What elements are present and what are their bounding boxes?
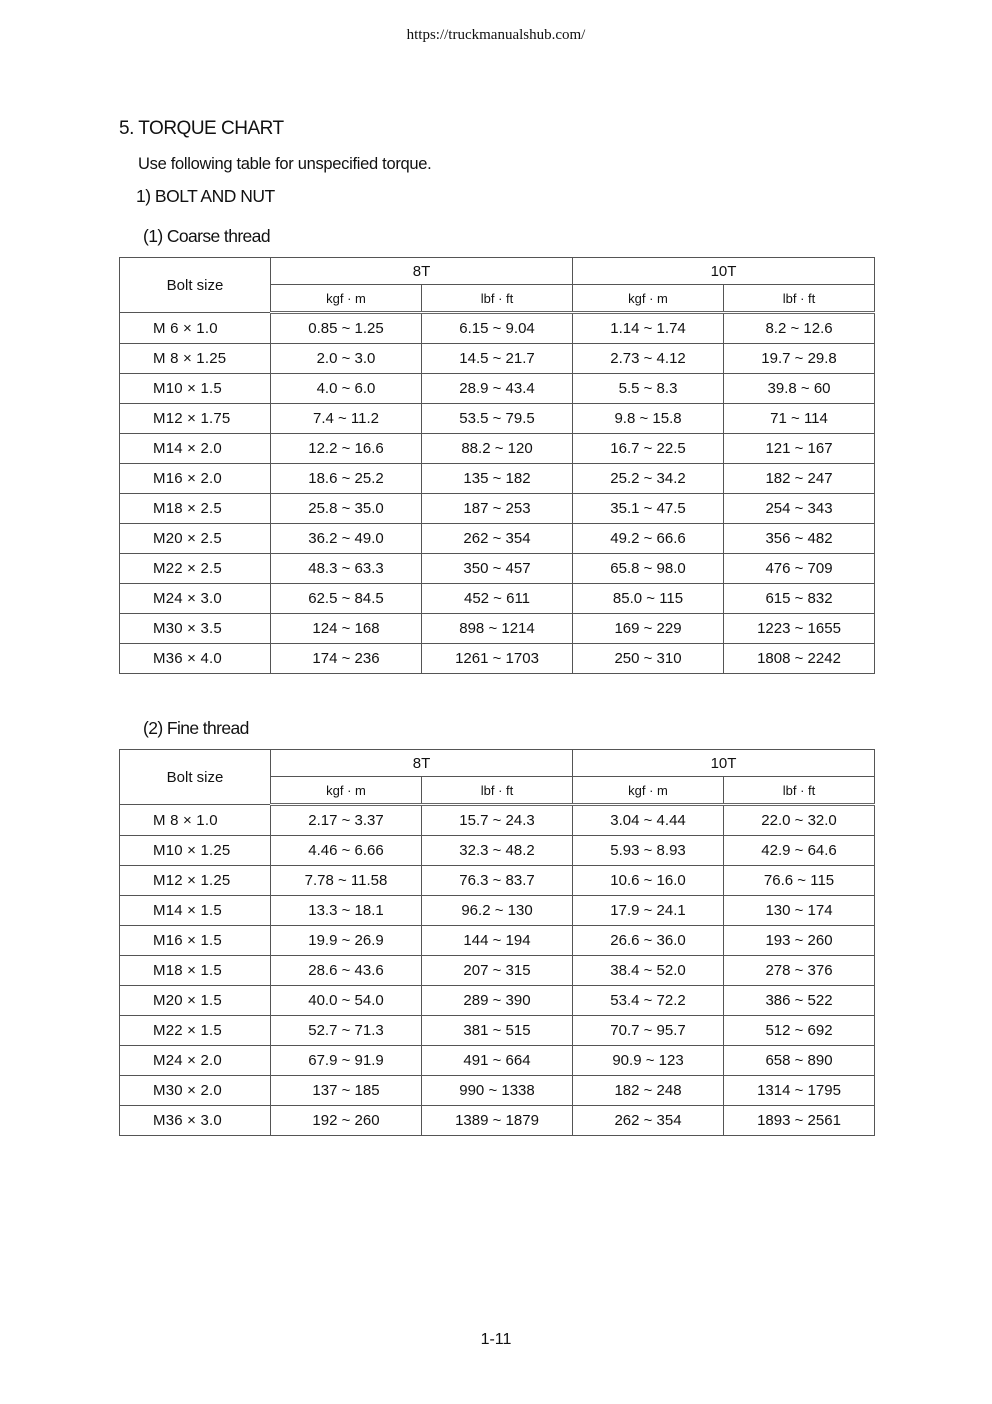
bolt-size-cell: M16 × 2.0	[120, 464, 271, 494]
torque-10t-kgf-cell: 5.93 ~ 8.93	[573, 836, 724, 866]
torque-8t-lbf-cell: 262 ~ 354	[422, 524, 573, 554]
bolt-size-cell: M22 × 2.5	[120, 554, 271, 584]
torque-10t-kgf-cell: 35.1 ~ 47.5	[573, 494, 724, 524]
table-row	[120, 614, 875, 644]
torque-8t-lbf-cell: 289 ~ 390	[422, 986, 573, 1016]
torque-10t-lbf-cell: 1808 ~ 2242	[724, 644, 875, 674]
table-row	[120, 805, 875, 836]
coarse-thread-table	[119, 257, 875, 674]
unit-lbf-header: lbf · ft	[422, 285, 573, 313]
torque-8t-kgf-cell: 67.9 ~ 91.9	[271, 1046, 422, 1076]
bolt-size-cell: M 6 × 1.0	[120, 313, 271, 344]
torque-10t-kgf-cell: 26.6 ~ 36.0	[573, 926, 724, 956]
table-row	[120, 1016, 875, 1046]
torque-8t-lbf-cell: 207 ~ 315	[422, 956, 573, 986]
header-url[interactable]: https://truckmanualshub.com/	[406, 27, 586, 43]
torque-8t-lbf-cell: 28.9 ~ 43.4	[422, 374, 573, 404]
torque-8t-lbf-cell: 14.5 ~ 21.7	[422, 344, 573, 374]
bolt-size-cell: M22 × 1.5	[120, 1016, 271, 1046]
torque-10t-lbf-cell: 356 ~ 482	[724, 524, 875, 554]
torque-10t-kgf-cell: 2.73 ~ 4.12	[573, 344, 724, 374]
fine-thread-table	[119, 749, 875, 1136]
fine-thread-caption: (2) Fine thread	[143, 718, 249, 738]
torque-10t-kgf-cell: 17.9 ~ 24.1	[573, 896, 724, 926]
torque-8t-kgf-cell: 62.5 ~ 84.5	[271, 584, 422, 614]
intro-text: Use following table for unspecified torque.	[138, 155, 432, 173]
torque-8t-lbf-cell: 491 ~ 664	[422, 1046, 573, 1076]
unit-lbf-header: lbf · ft	[724, 777, 875, 805]
torque-8t-lbf-cell: 135 ~ 182	[422, 464, 573, 494]
bolt-size-cell: M14 × 2.0	[120, 434, 271, 464]
torque-10t-kgf-cell: 85.0 ~ 115	[573, 584, 724, 614]
torque-8t-kgf-cell: 48.3 ~ 63.3	[271, 554, 422, 584]
torque-8t-kgf-cell: 7.78 ~ 11.58	[271, 866, 422, 896]
torque-10t-kgf-cell: 16.7 ~ 22.5	[573, 434, 724, 464]
torque-10t-kgf-cell: 3.04 ~ 4.44	[573, 805, 724, 836]
table-row	[120, 313, 875, 344]
torque-10t-kgf-cell: 53.4 ~ 72.2	[573, 986, 724, 1016]
table-row	[120, 1106, 875, 1136]
torque-10t-lbf-cell: 386 ~ 522	[724, 986, 875, 1016]
fine-thread-body	[120, 805, 875, 1136]
bolt-size-cell: M10 × 1.5	[120, 374, 271, 404]
torque-10t-lbf-cell: 658 ~ 890	[724, 1046, 875, 1076]
unit-kgf-header: kgf · m	[271, 285, 422, 313]
torque-10t-kgf-cell: 10.6 ~ 16.0	[573, 866, 724, 896]
torque-10t-lbf-cell: 615 ~ 832	[724, 584, 875, 614]
torque-8t-lbf-cell: 6.15 ~ 9.04	[422, 313, 573, 344]
table-row	[120, 644, 875, 674]
table-row	[120, 434, 875, 464]
torque-10t-kgf-cell: 70.7 ~ 95.7	[573, 1016, 724, 1046]
torque-10t-lbf-cell: 130 ~ 174	[724, 896, 875, 926]
torque-8t-kgf-cell: 12.2 ~ 16.6	[271, 434, 422, 464]
unit-kgf-header: kgf · m	[573, 777, 724, 805]
torque-8t-lbf-cell: 76.3 ~ 83.7	[422, 866, 573, 896]
torque-8t-lbf-cell: 187 ~ 253	[422, 494, 573, 524]
torque-10t-lbf-cell: 76.6 ~ 115	[724, 866, 875, 896]
table-row	[120, 374, 875, 404]
torque-10t-kgf-cell: 262 ~ 354	[573, 1106, 724, 1136]
bolt-size-header: Bolt size	[120, 258, 271, 313]
torque-10t-lbf-cell: 42.9 ~ 64.6	[724, 836, 875, 866]
torque-8t-lbf-cell: 452 ~ 611	[422, 584, 573, 614]
bolt-size-cell: M30 × 3.5	[120, 614, 271, 644]
torque-8t-kgf-cell: 36.2 ~ 49.0	[271, 524, 422, 554]
torque-10t-lbf-cell: 512 ~ 692	[724, 1016, 875, 1046]
torque-8t-lbf-cell: 1261 ~ 1703	[422, 644, 573, 674]
torque-8t-lbf-cell: 990 ~ 1338	[422, 1076, 573, 1106]
table-row	[120, 344, 875, 374]
unit-kgf-header: kgf · m	[271, 777, 422, 805]
coarse-thread-caption: (1) Coarse thread	[143, 226, 270, 246]
table-row	[120, 986, 875, 1016]
torque-8t-kgf-cell: 28.6 ~ 43.6	[271, 956, 422, 986]
table-row	[120, 896, 875, 926]
subsection-title: 1) BOLT AND NUT	[136, 186, 275, 206]
torque-8t-kgf-cell: 4.46 ~ 6.66	[271, 836, 422, 866]
torque-10t-lbf-cell: 193 ~ 260	[724, 926, 875, 956]
torque-10t-kgf-cell: 250 ~ 310	[573, 644, 724, 674]
grade-8t-header: 8T	[271, 750, 573, 777]
bolt-size-cell: M18 × 1.5	[120, 956, 271, 986]
torque-10t-kgf-cell: 90.9 ~ 123	[573, 1046, 724, 1076]
torque-8t-kgf-cell: 192 ~ 260	[271, 1106, 422, 1136]
torque-8t-lbf-cell: 898 ~ 1214	[422, 614, 573, 644]
torque-10t-lbf-cell: 476 ~ 709	[724, 554, 875, 584]
torque-10t-kgf-cell: 25.2 ~ 34.2	[573, 464, 724, 494]
bolt-size-cell: M18 × 2.5	[120, 494, 271, 524]
torque-10t-kgf-cell: 182 ~ 248	[573, 1076, 724, 1106]
torque-10t-kgf-cell: 169 ~ 229	[573, 614, 724, 644]
torque-10t-lbf-cell: 19.7 ~ 29.8	[724, 344, 875, 374]
torque-10t-kgf-cell: 65.8 ~ 98.0	[573, 554, 724, 584]
table-row	[120, 926, 875, 956]
torque-10t-kgf-cell: 9.8 ~ 15.8	[573, 404, 724, 434]
torque-8t-kgf-cell: 0.85 ~ 1.25	[271, 313, 422, 344]
torque-8t-kgf-cell: 137 ~ 185	[271, 1076, 422, 1106]
torque-8t-kgf-cell: 52.7 ~ 71.3	[271, 1016, 422, 1046]
table-row	[120, 956, 875, 986]
torque-8t-kgf-cell: 25.8 ~ 35.0	[271, 494, 422, 524]
table-row	[120, 404, 875, 434]
table-row	[120, 464, 875, 494]
torque-10t-lbf-cell: 254 ~ 343	[724, 494, 875, 524]
unit-lbf-header: lbf · ft	[422, 777, 573, 805]
torque-10t-lbf-cell: 1314 ~ 1795	[724, 1076, 875, 1106]
torque-8t-kgf-cell: 7.4 ~ 11.2	[271, 404, 422, 434]
torque-8t-kgf-cell: 4.0 ~ 6.0	[271, 374, 422, 404]
bolt-size-cell: M20 × 1.5	[120, 986, 271, 1016]
torque-8t-lbf-cell: 15.7 ~ 24.3	[422, 805, 573, 836]
grade-8t-header: 8T	[271, 258, 573, 285]
bolt-size-cell: M12 × 1.75	[120, 404, 271, 434]
torque-8t-kgf-cell: 19.9 ~ 26.9	[271, 926, 422, 956]
bolt-size-cell: M 8 × 1.25	[120, 344, 271, 374]
bolt-size-header: Bolt size	[120, 750, 271, 805]
torque-10t-lbf-cell: 121 ~ 167	[724, 434, 875, 464]
table-row	[120, 1076, 875, 1106]
grade-10t-header: 10T	[573, 258, 875, 285]
torque-10t-lbf-cell: 22.0 ~ 32.0	[724, 805, 875, 836]
torque-8t-kgf-cell: 124 ~ 168	[271, 614, 422, 644]
torque-10t-lbf-cell: 39.8 ~ 60	[724, 374, 875, 404]
torque-8t-lbf-cell: 144 ~ 194	[422, 926, 573, 956]
torque-8t-lbf-cell: 350 ~ 457	[422, 554, 573, 584]
bolt-size-cell: M 8 × 1.0	[120, 805, 271, 836]
torque-8t-lbf-cell: 88.2 ~ 120	[422, 434, 573, 464]
table-row	[120, 524, 875, 554]
torque-10t-lbf-cell: 1223 ~ 1655	[724, 614, 875, 644]
bolt-size-cell: M36 × 3.0	[120, 1106, 271, 1136]
torque-8t-kgf-cell: 18.6 ~ 25.2	[271, 464, 422, 494]
section-title: 5. TORQUE CHART	[119, 118, 284, 139]
unit-lbf-header: lbf · ft	[724, 285, 875, 313]
torque-10t-lbf-cell: 71 ~ 114	[724, 404, 875, 434]
bolt-size-cell: M24 × 2.0	[120, 1046, 271, 1076]
torque-10t-lbf-cell: 182 ~ 247	[724, 464, 875, 494]
bolt-size-cell: M14 × 1.5	[120, 896, 271, 926]
table-row	[120, 584, 875, 614]
table-row	[120, 554, 875, 584]
torque-8t-lbf-cell: 32.3 ~ 48.2	[422, 836, 573, 866]
torque-10t-lbf-cell: 8.2 ~ 12.6	[724, 313, 875, 344]
bolt-size-cell: M24 × 3.0	[120, 584, 271, 614]
torque-8t-kgf-cell: 174 ~ 236	[271, 644, 422, 674]
torque-8t-kgf-cell: 2.17 ~ 3.37	[271, 805, 422, 836]
bolt-size-cell: M30 × 2.0	[120, 1076, 271, 1106]
table-row	[120, 494, 875, 524]
torque-8t-lbf-cell: 1389 ~ 1879	[422, 1106, 573, 1136]
coarse-thread-body	[120, 313, 875, 674]
torque-10t-lbf-cell: 1893 ~ 2561	[724, 1106, 875, 1136]
unit-kgf-header: kgf · m	[573, 285, 724, 313]
bolt-size-cell: M10 × 1.25	[120, 836, 271, 866]
torque-10t-kgf-cell: 1.14 ~ 1.74	[573, 313, 724, 344]
bolt-size-cell: M20 × 2.5	[120, 524, 271, 554]
torque-10t-kgf-cell: 5.5 ~ 8.3	[573, 374, 724, 404]
torque-8t-kgf-cell: 13.3 ~ 18.1	[271, 896, 422, 926]
torque-8t-lbf-cell: 381 ~ 515	[422, 1016, 573, 1046]
torque-8t-kgf-cell: 2.0 ~ 3.0	[271, 344, 422, 374]
grade-10t-header: 10T	[573, 750, 875, 777]
bolt-size-cell: M12 × 1.25	[120, 866, 271, 896]
torque-10t-lbf-cell: 278 ~ 376	[724, 956, 875, 986]
bolt-size-cell: M36 × 4.0	[120, 644, 271, 674]
torque-10t-kgf-cell: 49.2 ~ 66.6	[573, 524, 724, 554]
table-row	[120, 866, 875, 896]
table-row	[120, 1046, 875, 1076]
torque-8t-lbf-cell: 53.5 ~ 79.5	[422, 404, 573, 434]
torque-10t-kgf-cell: 38.4 ~ 52.0	[573, 956, 724, 986]
page-number: 1-11	[480, 1331, 512, 1348]
torque-8t-kgf-cell: 40.0 ~ 54.0	[271, 986, 422, 1016]
table-row	[120, 836, 875, 866]
bolt-size-cell: M16 × 1.5	[120, 926, 271, 956]
torque-8t-lbf-cell: 96.2 ~ 130	[422, 896, 573, 926]
